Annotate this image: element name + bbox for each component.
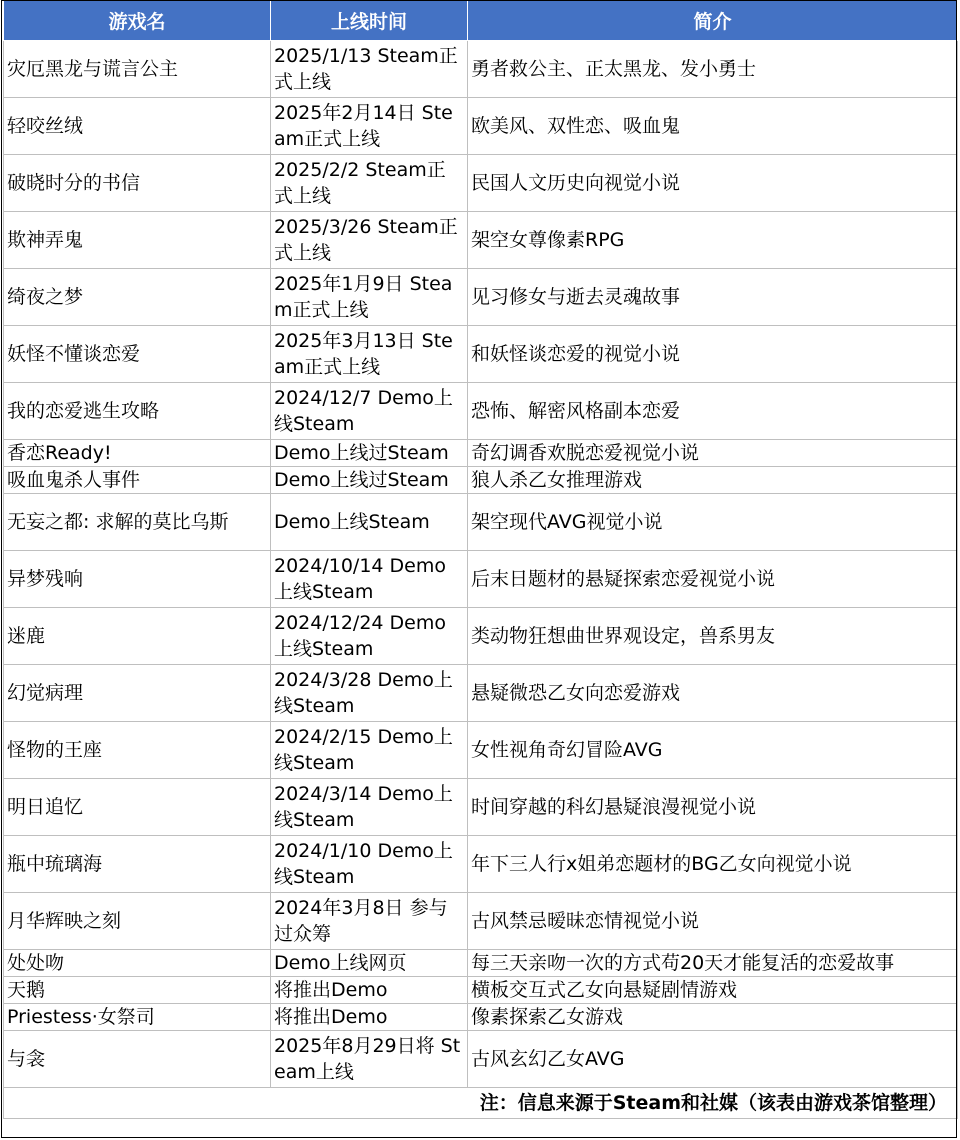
game-name-cell: 处处吻 (4, 950, 271, 977)
game-name-cell: 灾厄黑龙与谎言公主 (4, 41, 271, 98)
table-row (4, 722, 958, 779)
release-time-cell: 2024/1/10 Demo上线Steam (271, 836, 468, 893)
game-name-cell: 瓶中琉璃海 (4, 836, 271, 893)
game-name-cell: 异梦残响 (4, 551, 271, 608)
game-name-cell: 绮夜之梦 (4, 269, 271, 326)
release-time-cell: 2025年8月29日将 Steam上线 (271, 1031, 468, 1088)
source-note: 注：信息来源于Steam和社媒（该表由游戏茶馆整理） (4, 1088, 958, 1119)
header-release-time: 上线时间 (271, 1, 468, 41)
release-time-cell: Demo上线过Steam (271, 467, 468, 494)
release-time-cell: 2025年3月13日 Steam正式上线 (271, 326, 468, 383)
description-cell: 每三天亲吻一次的方式苟20天才能复活的恋爱故事 (468, 950, 958, 977)
header-description: 简介 (468, 1, 958, 41)
game-table (3, 0, 958, 1119)
game-name-cell: 天鹅 (4, 977, 271, 1004)
description-cell: 欧美风、双性恋、吸血鬼 (468, 98, 958, 155)
game-name-cell: Priestess·女祭司 (4, 1004, 271, 1031)
release-time-cell: 2024年3月8日 参与过众筹 (271, 893, 468, 950)
description-cell: 架空女尊像素RPG (468, 212, 958, 269)
header-game-name: 游戏名 (4, 1, 271, 41)
release-time-cell: 将推出Demo (271, 1004, 468, 1031)
table-row (4, 893, 958, 950)
description-cell: 民国人文历史向视觉小说 (468, 155, 958, 212)
game-table-container (3, 0, 957, 1119)
release-time-cell: 2024/10/14 Demo上线Steam (271, 551, 468, 608)
game-name-cell: 幻觉病理 (4, 665, 271, 722)
game-name-cell: 轻咬丝绒 (4, 98, 271, 155)
description-cell: 女性视角奇幻冒险AVG (468, 722, 958, 779)
game-name-cell: 迷鹿 (4, 608, 271, 665)
table-row (4, 98, 958, 155)
table-row (4, 467, 958, 494)
release-time-cell: 2025/1/13 Steam正式上线 (271, 41, 468, 98)
table-row (4, 977, 958, 1004)
release-time-cell: 2024/2/15 Demo上线Steam (271, 722, 468, 779)
table-row (4, 836, 958, 893)
description-cell: 狼人杀乙女推理游戏 (468, 467, 958, 494)
table-row (4, 608, 958, 665)
table-row (4, 1031, 958, 1088)
release-time-cell: 将推出Demo (271, 977, 468, 1004)
release-time-cell: 2024/3/28 Demo上线Steam (271, 665, 468, 722)
description-cell: 古风禁忌暧昧恋情视觉小说 (468, 893, 958, 950)
release-time-cell: 2024/3/14 Demo上线Steam (271, 779, 468, 836)
release-time-cell: 2025年2月14日 Steam正式上线 (271, 98, 468, 155)
game-name-cell: 破晓时分的书信 (4, 155, 271, 212)
description-cell: 古风玄幻乙女AVG (468, 1031, 958, 1088)
table-row (4, 551, 958, 608)
game-name-cell: 无妄之都: 求解的莫比乌斯 (4, 494, 271, 551)
release-time-cell: 2025/3/26 Steam正式上线 (271, 212, 468, 269)
game-name-cell: 我的恋爱逃生攻略 (4, 383, 271, 440)
description-cell: 架空现代AVG视觉小说 (468, 494, 958, 551)
description-cell: 类动物狂想曲世界观设定，兽系男友 (468, 608, 958, 665)
game-name-cell: 香恋Ready! (4, 440, 271, 467)
table-row (4, 41, 958, 98)
description-cell: 横板交互式乙女向悬疑剧情游戏 (468, 977, 958, 1004)
game-name-cell: 与衾 (4, 1031, 271, 1088)
release-time-cell: Demo上线网页 (271, 950, 468, 977)
description-cell: 年下三人行x姐弟恋题材的BG乙女向视觉小说 (468, 836, 958, 893)
description-cell: 时间穿越的科幻悬疑浪漫视觉小说 (468, 779, 958, 836)
table-row (4, 212, 958, 269)
table-row (4, 494, 958, 551)
description-cell: 奇幻调香欢脱恋爱视觉小说 (468, 440, 958, 467)
table-row (4, 779, 958, 836)
description-cell: 恐怖、解密风格副本恋爱 (468, 383, 958, 440)
release-time-cell: 2024/12/24 Demo上线Steam (271, 608, 468, 665)
release-time-cell: Demo上线过Steam (271, 440, 468, 467)
table-header-row (4, 1, 958, 41)
description-cell: 和妖怪谈恋爱的视觉小说 (468, 326, 958, 383)
release-time-cell: 2025年1月9日 Steam正式上线 (271, 269, 468, 326)
table-row (4, 383, 958, 440)
description-cell: 见习修女与逝去灵魂故事 (468, 269, 958, 326)
table-row (4, 326, 958, 383)
table-row (4, 440, 958, 467)
release-time-cell: Demo上线Steam (271, 494, 468, 551)
table-row (4, 1004, 958, 1031)
game-name-cell: 妖怪不懂谈恋爱 (4, 326, 271, 383)
release-time-cell: 2024/12/7 Demo上线Steam (271, 383, 468, 440)
table-row (4, 950, 958, 977)
description-cell: 像素探索乙女游戏 (468, 1004, 958, 1031)
game-name-cell: 明日追忆 (4, 779, 271, 836)
table-row (4, 269, 958, 326)
game-name-cell: 怪物的王座 (4, 722, 271, 779)
table-row (4, 665, 958, 722)
game-name-cell: 月华辉映之刻 (4, 893, 271, 950)
description-cell: 勇者救公主、正太黑龙、发小勇士 (468, 41, 958, 98)
note-row (4, 1088, 958, 1119)
game-name-cell: 欺神弄鬼 (4, 212, 271, 269)
release-time-cell: 2025/2/2 Steam正式上线 (271, 155, 468, 212)
description-cell: 后末日题材的悬疑探索恋爱视觉小说 (468, 551, 958, 608)
game-name-cell: 吸血鬼杀人事件 (4, 467, 271, 494)
table-row (4, 155, 958, 212)
description-cell: 悬疑微恐乙女向恋爱游戏 (468, 665, 958, 722)
